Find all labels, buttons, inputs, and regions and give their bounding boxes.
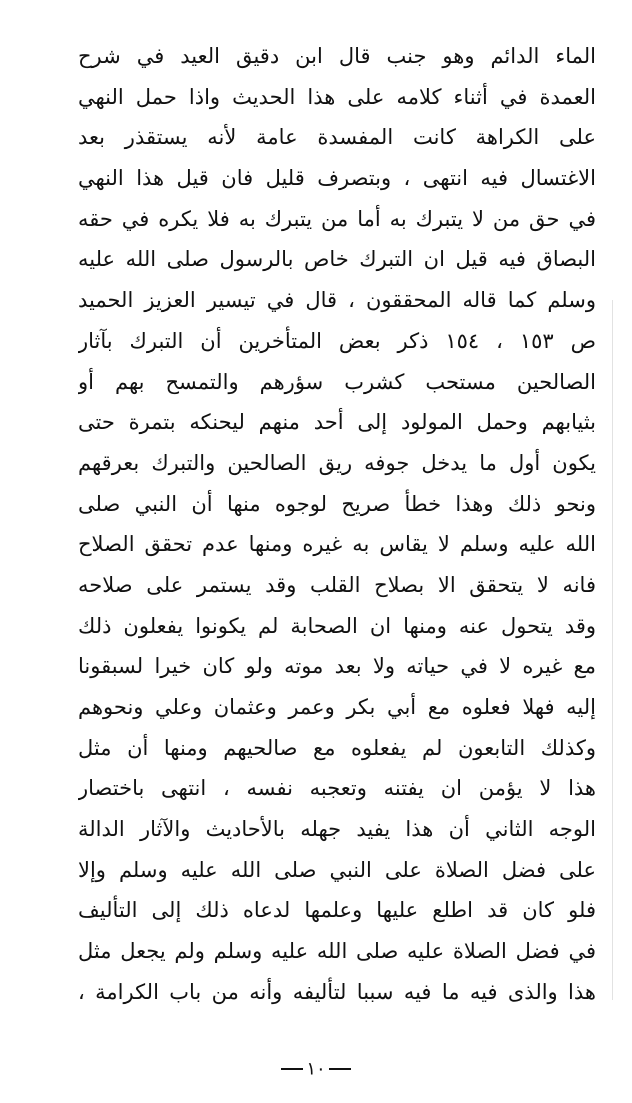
page-edge-shadow — [612, 300, 613, 1000]
text-line: في حق من لا يتبرك به أما من يتبرك به فلا يكره في حقه — [78, 206, 596, 231]
text-line: ص ١٥٣ ، ١٥٤ ذكر بعض المتأخرين أن التبرك بآثار — [78, 328, 596, 353]
page-number-dash-left — [281, 1068, 303, 1070]
text-line: مع غيره لا في حياته ولا بعد موته ولو كان خيرا لسبقونا — [78, 654, 596, 679]
text-line: على فضل الصلاة على النبي صلى الله عليه وسلم وإلا — [78, 857, 596, 882]
text-line: على الكراهة كانت المفسدة عامة لأنه يستقذر بعد — [78, 125, 596, 150]
text-line: هذا والذى فيه ما فيه سببا لتأليفه وأنه من باب الكرامة ، — [78, 979, 596, 1004]
text-line: البصاق فيه قيل ان التبرك خاص بالرسول صلى الله عليه — [78, 247, 596, 272]
text-line: ونحو ذلك وهذا خطأ صريح لوجوه منها أن النبي صلى — [78, 491, 596, 516]
text-line: الاغتسال فيه انتهى ، وبتصرف قليل فان قيل هذا النهي — [78, 166, 596, 191]
page-number-dash-right — [329, 1068, 351, 1070]
text-line: الماء الدائم وهو جنب قال ابن دقيق العيد في شرح — [78, 44, 596, 68]
page-number-value: ١٠ — [306, 1058, 326, 1080]
text-line: وسلم كما قاله المحققون ، قال في تيسير العزيز الحميد — [78, 288, 596, 313]
text-line: الله عليه وسلم لا يقاس به غيره ومنها عدم تحقق الصلاح — [78, 532, 596, 557]
text-body — [78, 36, 596, 1013]
text-line: يكون أول ما يدخل جوفه ريق الصالحين والتبرك بعرقهم — [78, 450, 596, 475]
text-line: وكذلك التابعون لم يفعلوه مع صالحيهم ومنها أن مثل — [78, 735, 596, 760]
text-line: إليه فهلا فعلوه مع أبي بكر وعمر وعثمان وعلي ونحوهم — [78, 695, 596, 719]
text-line: بثيابهم وحمل المولود إلى أحد منهم ليحنكه بتمرة حتى — [78, 410, 596, 435]
page-number — [0, 1058, 632, 1080]
text-line: العمدة في أثناء كلامه على هذا الحديث واذا حمل النهي — [78, 84, 596, 109]
text-line: الوجه الثاني أن هذا يفيد جهله بالأحاديث والآثار الدالة — [78, 817, 596, 842]
text-line: وقد يتحول عنه ومنها ان الصحابة لم يكونوا يفعلون ذلك — [78, 613, 596, 638]
text-line: فانه لا يتحقق الا بصلاح القلب وقد يستمر على صلاحه — [78, 572, 596, 597]
text-line: الصالحين مستحب كشرب سؤرهم والتمسح بهم أو — [78, 369, 596, 394]
text-line: هذا لا يؤمن ان يفتنه وتعجبه نفسه ، انتهى باختصار — [78, 776, 596, 801]
text-line: في فضل الصلاة عليه صلى الله عليه وسلم ولم يجعل مثل — [78, 939, 596, 964]
text-line: فلو كان قد اطلع عليها وعلمها لدعاه ذلك إلى التأليف — [78, 898, 596, 923]
